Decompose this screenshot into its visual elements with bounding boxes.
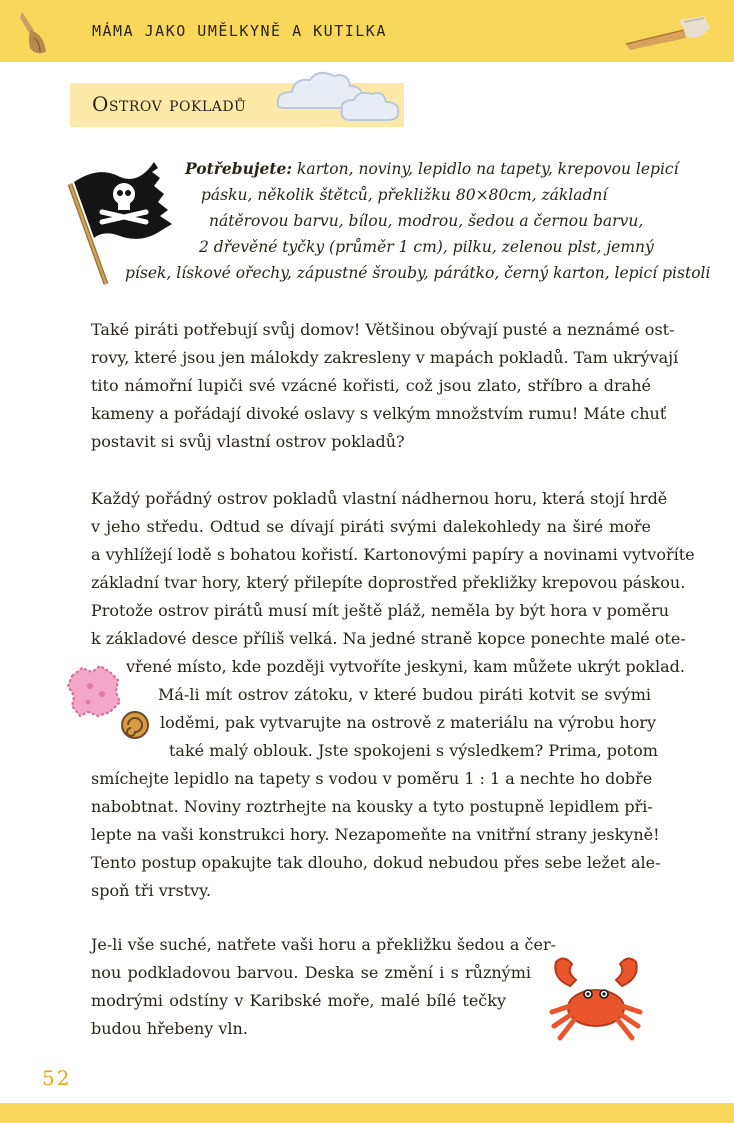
paragraph-1-line: postavit si svůj vlastní ostrov pokladů? bbox=[91, 432, 405, 451]
paragraph-2-line: vřené místo, kde později vytvoříte jeskyni, kam můžete ukrýt poklad. bbox=[126, 657, 685, 676]
shell-icon bbox=[118, 708, 152, 746]
footer-bar bbox=[0, 1103, 734, 1123]
paragraph-2-line: základní tvar hory, který přilepíte doprostřed překližky krepovou páskou. bbox=[91, 573, 686, 592]
paragraph-2-line: a vyhlížejí lodě s bohatou kořistí. Kartonovými papíry a novinami vytvoříte bbox=[91, 545, 695, 564]
paragraph-2-line: Každý pořádný ostrov pokladů vlastní nádhernou horu, která stojí hrdě bbox=[91, 489, 668, 508]
needs-line-1: Potřebujete: karton, noviny, lepidlo na tapety, krepovou lepicí bbox=[185, 159, 679, 178]
paragraph-2-line: Má-li mít ostrov zátoku, v které budou piráti kotvit se svými bbox=[158, 685, 651, 704]
paragraph-1-line: Také piráti potřebují svůj domov! Většinou obývají pusté a neznámé ost- bbox=[91, 320, 675, 339]
cloud-icon bbox=[272, 62, 412, 128]
paragraph-2-line: Tento postup opakujte tak dlouho, dokud nebudou přes sebe ležet ale- bbox=[91, 853, 661, 872]
paragraph-2-line: smíchejte lepidlo na tapety s vodou v poměru 1 : 1 a nechte ho dobře bbox=[91, 769, 653, 788]
section-title: Ostrov pokladů bbox=[92, 92, 247, 116]
needs-line-5: písek, lískové ořechy, zápustné šrouby, párátko, černý karton, lepicí pistoli bbox=[125, 264, 711, 282]
paragraph-2-line: Protože ostrov pirátů musí mít ještě pláž, neměla by být hora v poměru bbox=[91, 601, 670, 620]
paragraph-1-line: tito námořní lupiči své vzácné kořisti, což jsou zlato, stříbro a drahé bbox=[91, 376, 651, 395]
needs-line-3: nátěrovou barvu, bílou, modrou, šedou a černou barvu, bbox=[209, 212, 644, 230]
paragraph-2-line: k základové desce příliš velká. Na jedné straně kopce ponechte malé ote- bbox=[91, 629, 686, 648]
needs-label: Potřebujete: bbox=[185, 159, 293, 178]
paragraph-2-line: v jeho středu. Odtud se dívají piráti svými dalekohledy na širé moře bbox=[91, 517, 651, 536]
paragraph-2-line: také malý oblouk. Jste spokojeni s výsledkem? Prima, potom bbox=[169, 741, 658, 760]
coral-icon bbox=[64, 662, 124, 726]
paragraph-2-line: spoň tři vrstvy. bbox=[91, 881, 212, 900]
hammer-icon bbox=[622, 14, 712, 58]
paragraph-3-line: Je-li vše suché, natřete vaši horu a překližku šedou a čer- bbox=[91, 935, 556, 954]
needs-line-4: 2 dřevěné tyčky (průměr 1 cm), pilku, zelenou plst, jemný bbox=[199, 238, 654, 256]
crab-icon bbox=[546, 952, 646, 1048]
paragraph-3-line: budou hřebeny vln. bbox=[91, 1019, 248, 1038]
paragraph-2-line: loděmi, pak vytvarujte na ostrově z materiálu na výrobu hory bbox=[160, 713, 657, 732]
paragraph-2-line: lepte na vaši konstrukci hory. Nezapomeňte na vnitřní strany jeskyně! bbox=[91, 825, 660, 844]
needs-line-2: pásku, několik štětců, překližku 80×80cm, základní bbox=[201, 186, 608, 204]
header-title: MÁMA JAKO UMĚLKYNĚ A KUTILKA bbox=[92, 22, 387, 40]
paragraph-3-line: modrými odstíny v Karibské moře, malé bílé tečky bbox=[91, 991, 506, 1010]
paragraph-1-line: rovy, které jsou jen málokdy zakresleny v mapách pokladů. Tam ukrývají bbox=[91, 348, 679, 367]
paragraph-1-line: kameny a pořádají divoké oslavy s velkým množstvím rumu! Máte chuť bbox=[91, 404, 667, 423]
paragraph-3-line: nou podkladovou barvou. Deska se změní i s různými bbox=[91, 963, 531, 982]
paintbrush-icon bbox=[16, 8, 56, 62]
paragraph-2-line: nabobtnat. Noviny roztrhejte na kousky a tyto postupně lepidlem při- bbox=[91, 797, 653, 816]
page-number: 52 bbox=[42, 1066, 72, 1090]
